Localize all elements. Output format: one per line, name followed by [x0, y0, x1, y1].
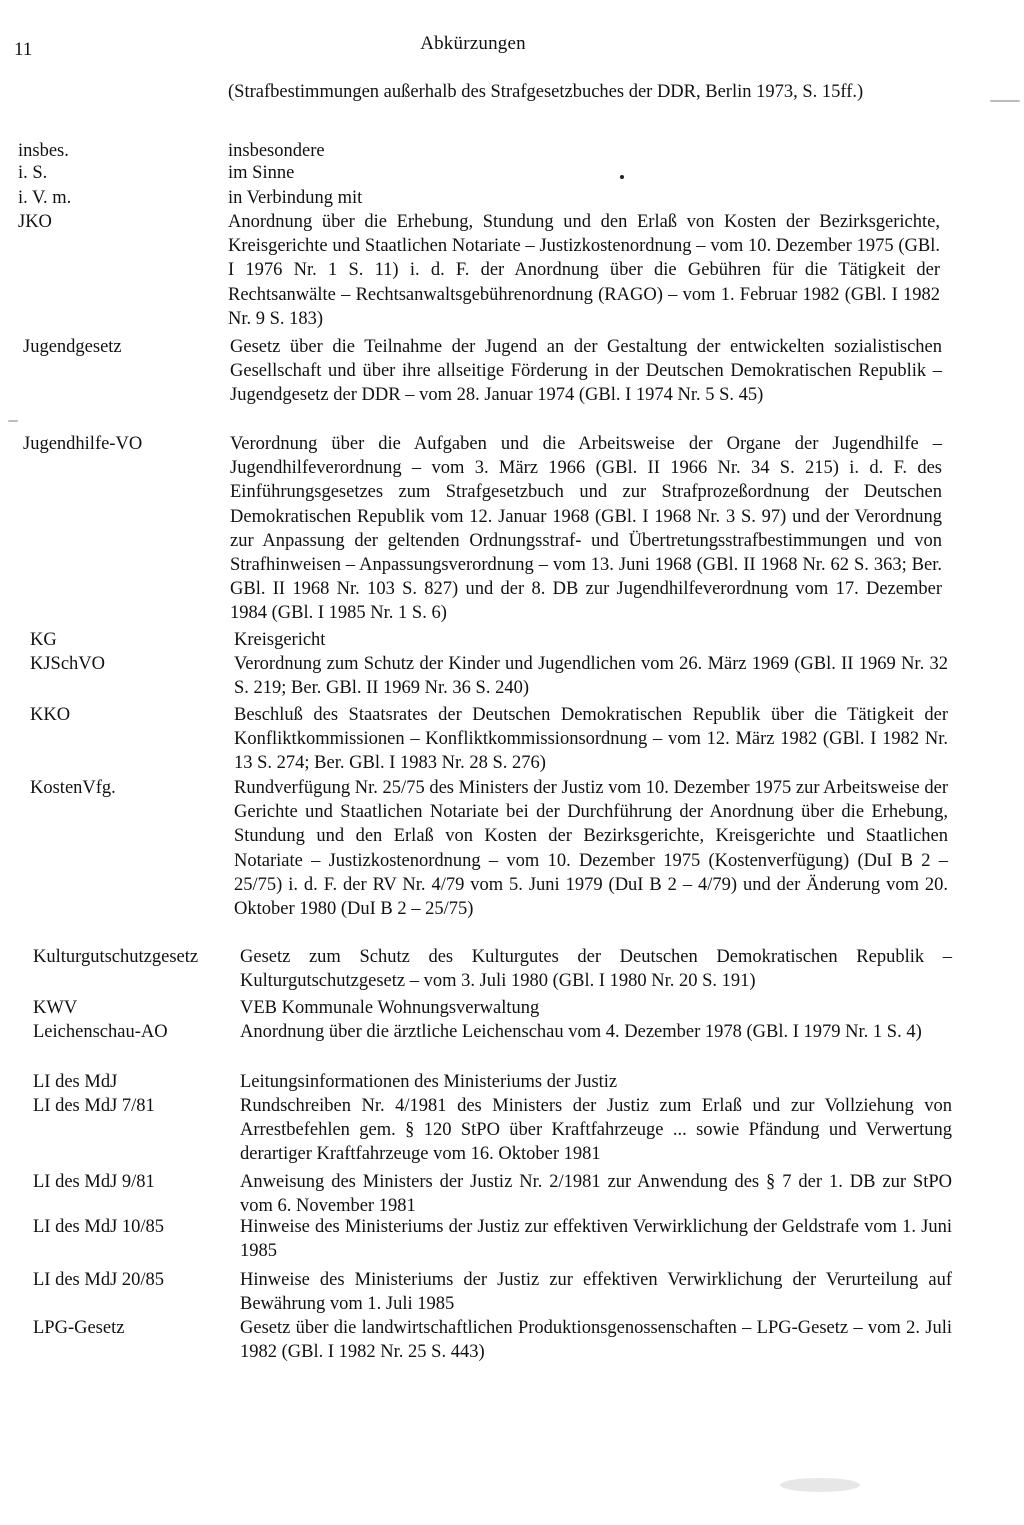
- entry-definition: Anweisung des Ministers der Justiz Nr. 2/1981 zur Anwendung des § 7 der 1. DB zur StPO vom 6. November 1981: [240, 1172, 952, 1217]
- entry-definition: in Verbindung mit: [228, 188, 363, 208]
- entry-abbreviation: LI des MdJ 7/81: [33, 1096, 155, 1116]
- entry-abbreviation: LI des MdJ: [33, 1072, 118, 1092]
- scan-speck: [780, 1478, 860, 1492]
- entry-definition: Anordnung über die ärztliche Leichenschau vom 4. Dezember 1978 (GBl. I 1979 Nr. 1 S. 4): [240, 1022, 922, 1042]
- entry-definition: Hinweise des Ministeriums der Justiz zur effektiven Verwirklichung der Verurteilung auf Bewährung vom 1. Juli 1985: [240, 1270, 952, 1315]
- entry-abbreviation: JKO: [18, 212, 52, 232]
- entry-definition: VEB Kommunale Wohnungsverwaltung: [240, 998, 540, 1018]
- entry-abbreviation: Kulturgutschutzgesetz: [33, 947, 199, 967]
- entry-abbreviation: KKO: [30, 705, 71, 725]
- entry-abbreviation: LI des MdJ 9/81: [33, 1172, 155, 1192]
- entry-definition: Anordnung über die Erhebung, Stundung und den Erlaß von Kosten der Bezirksgerichte, Kreisgerichte und Staatlichen Notariate – Justizkostenordnung – vom 10. Dezember 1975 (GBl. I 1976 Nr. 1 S. 11) i. d. F. der Anordnung über die Gebühren für die Tätigkeit der Rechtsanwälte – Rechtsanwaltsgebührenordnung (RAGO) – vom 1. Februar 1982 (GBl. I 1982 Nr. 9 S. 183): [228, 212, 940, 329]
- entry-definition: Kreisgericht: [234, 630, 326, 650]
- scan-speck: [8, 420, 18, 422]
- entry-abbreviation: KG: [30, 630, 57, 650]
- entry-definition: Gesetz über die Teilnahme der Jugend an der Gestaltung der entwickelten sozialistischen Gesellschaft und über ihre allseitige Förderung in der Deutschen Demokratischen Republik – Jugendgesetz der DDR – vom 28. Januar 1974 (GBl. I 1974 Nr. 5 S. 45): [230, 337, 942, 406]
- entry-definition: insbesondere: [228, 141, 325, 161]
- entry-definition: Rundschreiben Nr. 4/1981 des Ministers der Justiz zum Erlaß und zur Vollziehung von Arrestbefehlen gem. § 120 StPO über Kraftfahrzeuge ... sowie Pfändung und Verwertung derartiger Kraftfahrzeuge vom 16. Oktober 1981: [240, 1096, 952, 1165]
- entry-abbreviation: Leichenschau-AO: [33, 1022, 168, 1042]
- entry-definition: Hinweise des Ministeriums der Justiz zur effektiven Verwirklichung der Geldstrafe vom 1. Juni 1985: [240, 1217, 952, 1262]
- entry-abbreviation: LPG-Gesetz: [33, 1318, 125, 1338]
- page-title: Abkürzungen: [420, 33, 526, 54]
- entry-abbreviation: i. S.: [18, 163, 48, 183]
- entry-abbreviation: LI des MdJ 10/85: [33, 1217, 165, 1237]
- entry-abbreviation: Jugendhilfe-VO: [23, 434, 143, 454]
- entry-definition: Beschluß des Staatsrates der Deutschen Demokratischen Republik über die Tätigkeit der Konfliktkommissionen – Konfliktkommissionsordnung – vom 12. März 1982 (GBl. I 1982 Nr. 13 S. 274; Ber. GBl. I 1983 Nr. 28 S. 276): [234, 705, 948, 774]
- entry-definition: Verordnung über die Aufgaben und die Arbeitsweise der Organe der Jugendhilfe – Jugendhilfeverordnung – vom 3. März 1966 (GBl. II 1966 Nr. 34 S. 215) i. d. F. des Einführungsgesetzes zum Strafgesetzbuch und zur Strafprozeßordnung der Deutschen Demokratischen Republik vom 12. Januar 1968 (GBl. I 1968 Nr. 3 S. 97) und der Verordnung zur Anpassung der geltenden Ordnungsstraf- und Übertretungsstrafbestimmungen und von Strafhinweisen – Anpassungsverordnung – vom 13. Juni 1968 (GBl. II 1968 Nr. 62 S. 363; Ber. GBl. II 1968 Nr. 103 S. 827) und der 8. DB zur Jugendhilfeverordnung vom 17. Dezember 1984 (GBl. I 1985 Nr. 1 S. 6): [230, 434, 942, 624]
- entry-definition: im Sinne: [228, 163, 295, 183]
- scan-speck: [990, 100, 1020, 102]
- entry-abbreviation: LI des MdJ 20/85: [33, 1270, 165, 1290]
- entry-abbreviation: KJSchVO: [30, 654, 106, 674]
- page-number: 11: [14, 39, 33, 60]
- entry-definition: Rundverfügung Nr. 25/75 des Ministers der Justiz vom 10. Dezember 1975 zur Arbeitsweise der Gerichte und Staatlichen Notariate bei der Durchführung der Anordnung über die Erhebung, Stundung und den Erlaß von Kosten der Bezirksgerichte, Kreisgerichte und Staatlichen Notariate – Justizkostenordnung – vom 10. Dezember 1975 (Kostenverfügung) (DuI B 2 – 25/75) i. d. F. der RV Nr. 4/79 vom 5. Juni 1979 (DuI B 2 – 4/79) und der Änderung vom 20. Oktober 1980 (DuI B 2 – 25/75): [234, 778, 948, 920]
- intro-definition: (Strafbestimmungen außerhalb des Strafgesetzbuches der DDR, Berlin 1973, S. 15ff.): [228, 82, 864, 102]
- entry-definition: Gesetz über die landwirtschaftlichen Produktionsgenossenschaften – LPG-Gesetz – vom 2. Juli 1982 (GBl. I 1982 Nr. 25 S. 443): [240, 1318, 952, 1363]
- entry-abbreviation: i. V. m.: [18, 188, 72, 208]
- entry-definition: Leitungsinformationen des Ministeriums der Justiz: [240, 1072, 618, 1092]
- scan-speck: [620, 175, 624, 179]
- entry-abbreviation: KostenVfg.: [30, 778, 116, 798]
- entry-definition: Verordnung zum Schutz der Kinder und Jugendlichen vom 26. März 1969 (GBl. II 1969 Nr. 32 S. 219; Ber. GBl. II 1969 Nr. 36 S. 240): [234, 654, 948, 699]
- entry-abbreviation: Jugendgesetz: [23, 337, 122, 357]
- entry-abbreviation: insbes.: [18, 141, 69, 161]
- entry-definition: Gesetz zum Schutz des Kulturgutes der Deutschen Demokratischen Republik – Kulturgutschutzgesetz – vom 3. Juli 1980 (GBl. I 1980 Nr. 20 S. 191): [240, 947, 952, 992]
- entry-abbreviation: KWV: [33, 998, 78, 1018]
